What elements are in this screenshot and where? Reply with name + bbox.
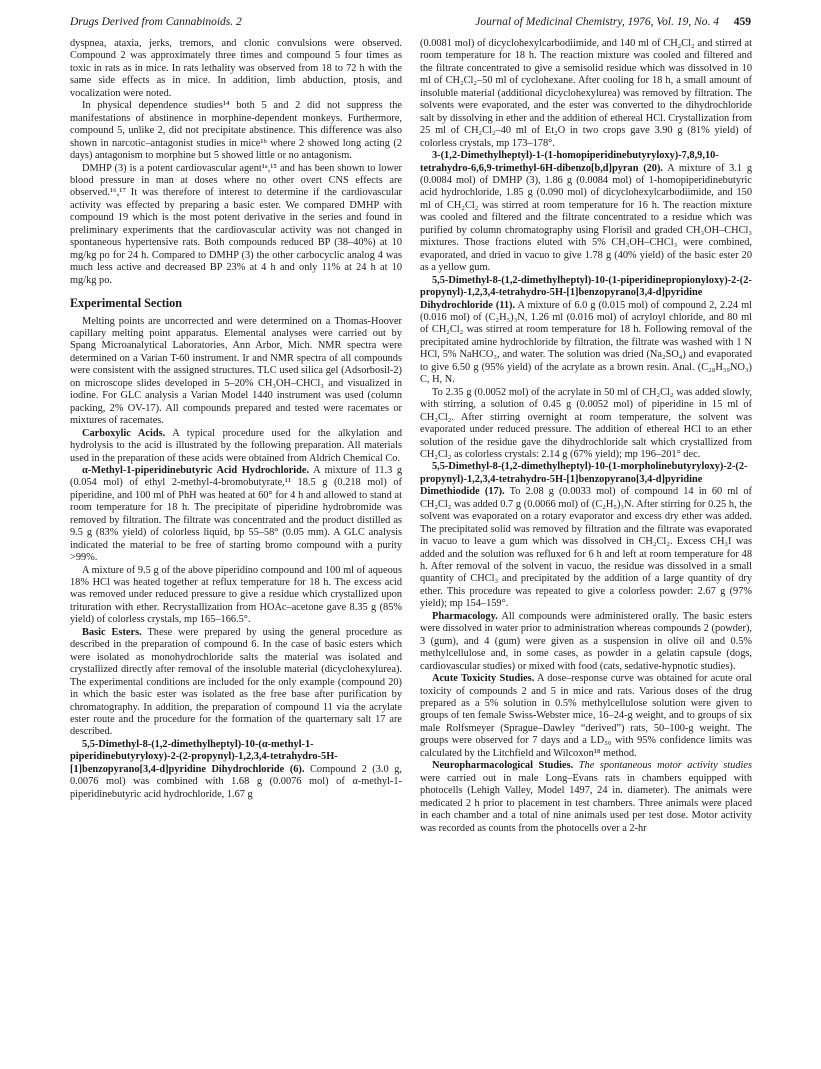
paragraph: To 2.35 g (0.0052 mol) of the acrylate in 50 ml of CH₂Cl₂ was added slowly, with stirring, a solution of 0.45 g (0.0052 mol) of piperidine in 15 ml of CH₂Cl₂. After stirring overnight at room temperature, the solvent was evaporated under reduced pressure. The addition of ethereal HCl to an ether solution of the residue gave the dihydrochloride salt which crystallized from CH₂Cl₂ as colorless crystals: 2.14 g (67% yield); mp 196–201° dec. (420, 386, 752, 460)
paragraph-text: These were prepared by using the general procedure as described in the preparation of compound 6. In the case of basic esters which were isolated as monohydrochloride salts the material was isolated and crystallized directly after removal of the insoluble material (dicyclohexylurea). The experimental conditions are included for the only example (compound 20) in which the basic ester was isolated as the free base after purification by chromatography. In addition, the preparation of compound 11 via the acrylate ester route and the procedure for the formation of the quarternary salt 17 are described. (70, 626, 402, 738)
paragraph (420, 760, 752, 835)
run-in-heading: Acute Toxicity Studies. (432, 673, 535, 685)
paragraph (70, 428, 402, 465)
paragraph (70, 627, 402, 739)
paragraph-text: Compound 2 (3.0 g, 0.0076 mol) was combined with 1.68 g (0.0076 mol) of α-methyl-1-piperidinebutyric acid hydrochloride, 1.67 g (70, 763, 402, 800)
run-in-heading: Pharmacology. (432, 610, 498, 622)
running-header (70, 16, 751, 36)
right-column (420, 38, 752, 835)
compound-heading: 5,5-Dimethyl-8-(1,2-dimethylheptyl)-10-(1-piperidinepropionyloxy)-2-(2-propynyl)-1,2,3,4-tetrahydro-5H-[1]benzopyrano[3,4-d]pyridine Dihydrochloride (11). (420, 274, 752, 311)
paragraph-text: A mixture of 6.0 g (0.015 mol) of compound 2, 2.24 ml (0.016 mol) of (C₂H₅)₃N, 1.26 ml (0.016 mol) of acryloyl chloride, and 80 ml of CH₂Cl₂ was stirred at room temperature for 18 h. Following removal of the precipitated amine hydrochloride by filtration, the filtrate was washed with 1 N HCl, 5% NaHCO₃, and water. The solution was dried (Na₂SO₄) and evaporated to give 6.50 g (95% yield) of the acrylate as a brown resin. Anal. (C₂₈H₃₉NO₃) C, H, N. (420, 299, 752, 386)
paragraph: Melting points are uncorrected and were determined on a Thomas-Hoover capillary melting point apparatus. Elemental analyses were carried out by Spang Microanalytical Laboratories, Ann Arbor, Mich. NMR spectra were determined on a Varian T-60 instrument. Ir and NMR spectra of all compounds were consistent with the assigned structures. TLC used silica gel (Adsorbosil-2) on microscope slides developed in 5–20% CH₃OH–CHCl₃ and visualized in iodine. For GLC analysis a Varian Model 1440 instrument was used (column packing, 2% OV-17). All compounds prepared and tested were racemates or mixtures of racemates. (70, 315, 402, 427)
paragraph: dyspnea, ataxia, jerks, tremors, and clonic convulsions were observed. Compound 2 was approximately three times and compound 5 four times as toxic in rats as in mice. In rats lethality was observed from 18 to 72 h with the same side effects as in mice. In addition, limb abduction, ptosis, and vocalization were noted. (70, 38, 402, 99)
run-in-heading: Basic Esters. (82, 626, 142, 638)
paragraph: In physical dependence studies¹⁴ both 5 and 2 did not suppress the manifestations of abstinence in morphine-dependent monkeys. Furthermore, compound 5, unlike 2, did not precipitate abstinence. This difference was also shown in narcotic–antagonist studies in mice¹ᵇ where 2 showed long acting (2 days) antagonism to morphine but 5 showed little or no antagonism. (70, 100, 402, 162)
run-in-heading: Carboxylic Acids. (82, 427, 166, 439)
paragraph (70, 465, 402, 565)
header-journal: Journal of Medicinal Chemistry, 1976, Vol. 19, No. 4 (475, 16, 719, 28)
paragraph-text: A mixture of 3.1 g (0.0084 mol) of DMHP (3), 1.86 g (0.0084 mol) of 1-homopiperidinebutyric acid hydrochloride, 1.85 g (0.090 mol) of dicyclohexylcarbodiimide, and 150 ml of CH₂Cl₂ was stirred at room temperature for 16 h. The reaction mixture was cooled and filtered and the filtrate concentrated to a residue which was purified by column chromatography using Florisil and graded CH₃OH–CHCl₃ mixtures. Those fractions eluted with 5% CH₃OH–CHCl₃ were combined, evaporated, and dried in vacuo to give 1.78 g (40% yield) of the basic ester 20 as a yellow gum. (420, 162, 752, 274)
header-left-title: Drugs Derived from Cannabinoids. 2 (70, 16, 242, 28)
paragraph-text: A typical procedure used for the alkylation and hydrolysis to the acid is illustrated by the following preparation. All materials used in the preparation of these acids were obtained from Aldrich Chemical Co. (70, 427, 403, 464)
compound-heading: 5,5-Dimethyl-8-(1,2-dimethylheptyl)-10-(α-methyl-1-piperidinebutyryloxy)-2-(2-propynyl)-1,2,3,4-tetrahydro-5H-[1]benzopyrano[3,4-d]pyridine Dihydrochloride (6). (70, 738, 338, 775)
paragraph-text: A dose–response curve was obtained for acute oral toxicity of compounds 2 and 5 in mice and rats. Various doses of the drug prepared as a 5% solution in 0.5% methylcellulose solution were given to groups of ten female Swiss-Webster mice, 16–24-g weight, and to groups of six male Rolfsmeyer (Sprague–Dawley “derived”) rats, 50–100-g weight. The groups were observed for 7 days and a LD₅₀ with 95% confidence limits was calculated by the Litchfield and Wilcoxon¹⁸ method. (420, 673, 752, 759)
compound-heading: 5,5-Dimethyl-8-(1,2-dimethylheptyl)-10-(1-morpholinebutyryloxy)-2-(2-propynyl)-1,2,3,4-tetrahydro-5H-[1]benzopyrano[3,4-d]pyridine Dimethiodide (17). (420, 461, 748, 498)
paragraph (420, 611, 752, 673)
paragraph (420, 673, 752, 760)
run-in-heading: α-Methyl-1-piperidinebutyric Acid Hydrochloride. (82, 464, 310, 476)
paragraph-text: All compounds were administered orally. The basic esters were dissolved in water prior to administration whereas compounds 2 (powder), 3 (gum), and 4 (gum) were given as a suspension in olive oil and 0.5% methylcellulose and, in some cases, as powder in a gelatin capsule (dogs, cardiovascular studies) or mixed with food (cats, sedative-hypnotic studies). (420, 610, 753, 672)
paragraph-text: A mixture of 11.3 g (0.054 mol) of ethyl 2-methyl-4-bromobutyrate,¹¹ 18.5 g (0.218 mol) of piperidine, and 100 ml of PhH was heated at 60° for 4 h and allowed to stand at room temperature for 18 h. The precipitate of piperidine hydrobromide was removed by filtration. The filtrate was concentrated and the product distilled as 9.5 g (83% yield) of colorless liquid, bp 55–58° (0.05 mm). A GLC analysis indicated the material to be free of starting bromo compound with a purity >99%. (70, 464, 403, 564)
page-number: 459 (733, 16, 751, 28)
paragraph: A mixture of 9.5 g of the above piperidino compound and 100 ml of aqueous 18% HCl was heated together at reflux temperature for 18 h. The excess acid was removed under reduced pressure to give a residue which crystallized upon trituration with ether. Recrystallization from HOAc–acetone gave 8.35 g (85% yield) of colorless crystals, mp 165–166.5°. (70, 564, 402, 626)
paragraph-text: To 2.08 g (0.0033 mol) of compound 14 in 60 ml of CH₂Cl₂ was added 0.7 g (0.0066 mol) of (C₂H₅)₃N. After stirring for 0.25 h, the solvent was evaporated on a rotary evaporator and excess dry ether was added. The precipitated solid was removed by filtration and the filtrate was evaporated in vacuo to leave a gum which was dissolved in CH₂Cl₂. Excess CH₃I was added and the solution was refluxed for 6 h and left at room temperature for 48 h. After removal of the solvent in vacuo, the residue was dissolved in a small quantity of CHCl₃ and precipitated by the addition of a large quantity of dry ether. This procedure was repeated to give a colorless powder: 2.67 g (97% yield); mp 154–159°. (420, 486, 753, 610)
paragraph (420, 150, 752, 275)
paragraph (70, 739, 402, 801)
italic-phrase: The spontaneous motor activity studies (578, 760, 752, 772)
section-heading: Experimental Section (70, 296, 183, 311)
paragraph: (0.0081 mol) of dicyclohexylcarbodiimide, and 140 ml of CH₂Cl₂ and stirred at room temperature for 18 h. The reaction mixture was cooled and filtered and the filtrate concentrated to give a semisolid residue which was dissolved in 10 ml of CH₂Cl₂–50 ml of cyclohexane. After cooling for 18 h, a small amount of insoluble material (additional dicyclohexylurea) was removed by filtration. The solvents were evaporated, and the ester was converted to the dihydrochloride salt by dissolving in ether and the addition of ethereal HCl. Crystallization from 25 ml of CH₂Cl₂–40 ml of Et₂O in two crops gave 3.90 g (81% yield) of colorless crystals, mp 173–178°. (420, 38, 752, 149)
paragraph (420, 275, 752, 387)
compound-heading: 3-(1,2-Dimethylheptyl)-1-(1-homopiperidinebutyryloxy)-7,8,9,10-tetrahydro-6,6,9-trimethyl-6H-dibenzo[b,d]pyran (20). (420, 150, 719, 174)
left-column (70, 38, 402, 801)
paragraph-text: were carried out in male Long–Evans rats in chambers equipped with photocells (Lehigh Valley, Model 1497, 24 in. diameter). The animals were medicated 2 h prior to placement in test chambers. Three animals were placed in each chamber and a total of nine animals used per test dose. Motor activity was recorded as counts from the photocells over a 2-hr (420, 772, 752, 834)
paragraph: DMHP (3) is a potent cardiovascular agent¹ᵃ,¹⁵ and has been shown to lower blood pressure in man at doses where no other overt CNS effects are observed.¹⁶,¹⁷ It was therefore of interest to determine if the cardiovascular activity was effected by preparing a basic ester. We compared DMHP with compound 19 which is the most potent derivative in the series and found in preliminary experiments that the cardiovascular activity was not changed in spontaneous hypertensive rats. Both compounds reduced BP (38–40%) at 10 mg/kg po for 24 h. Compared to DMHP (3) the other carbocyclic analog 4 was much less active and decreased BP 23% at 4 h and only 11% at 24 h at 10 mg/kg po. (70, 162, 402, 286)
run-in-heading: Neuropharmacological Studies. (432, 760, 574, 772)
paragraph (420, 461, 752, 610)
